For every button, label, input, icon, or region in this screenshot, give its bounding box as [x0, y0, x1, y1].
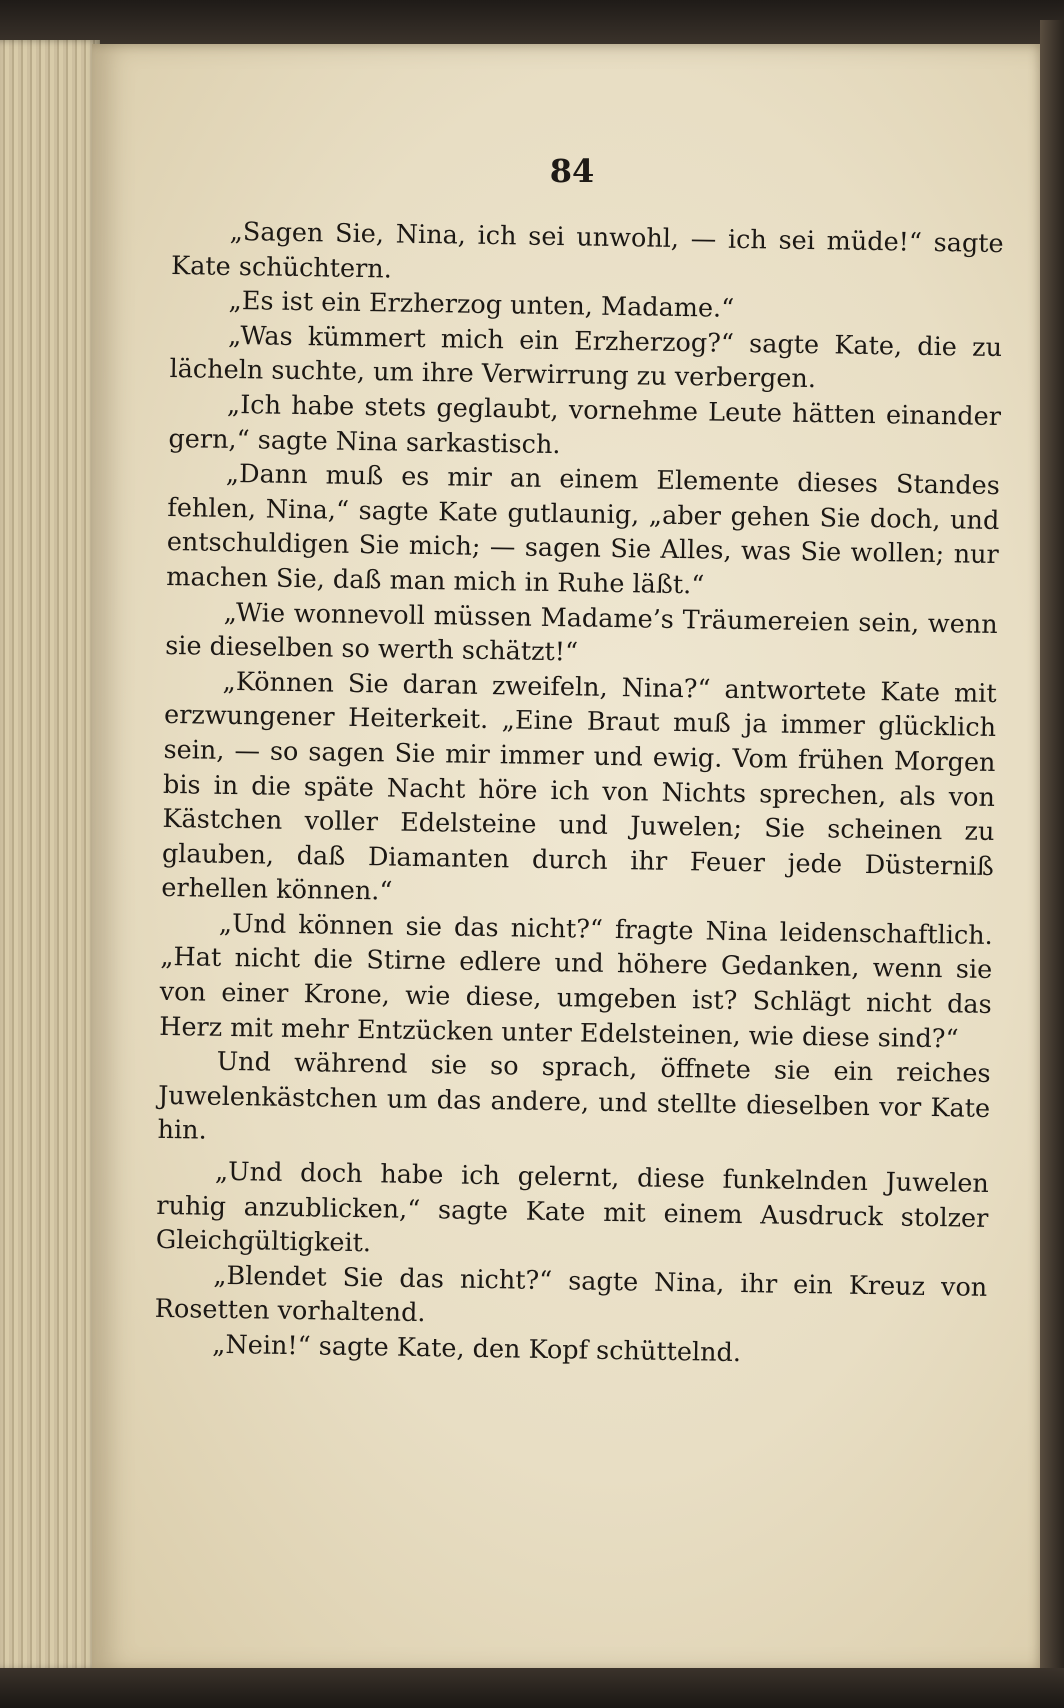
page-number: 84: [549, 152, 595, 190]
paragraph: „Wie wonnevoll müssen Madame’s Träumereien sein, wenn sie dieselben so werth schätzt!“: [164, 597, 998, 668]
book-right-edge: [1040, 20, 1064, 1680]
paragraph: „Können Sie daran zweifeln, Nina?“ antwortete Kate mit erzwungener Heiterkeit. „Eine Braut muß ja immer glücklich sein, — so sagen Sie mir immer und ewig. Vom frühen Morgen bis in die späte Nacht höre ich von Nichts sprechen, als von Kästchen voller Edelsteine und Juwelen; Sie scheinen zu glauben, daß Diamanten durch ihr Feuer jede Düsterniß erhellen können.“: [161, 666, 997, 907]
paragraph: „Und doch habe ich gelernt, diese funkelnden Juwelen ruhig anzublicken,“ sagte Kate mit einem Ausdruck stolzer Gleichgültigkeit.: [155, 1156, 990, 1259]
paragraph: „Sagen Sie, Nina, ich sei unwohl, — ich sei müde!“ sagte Kate schüchtern.: [170, 216, 1004, 285]
paragraph: „Und können sie das nicht?“ fragte Nina leidenschaftlich. „Hat nicht die Stirne edlere und höhere Gedanken, wenn sie von einer Krone, wie diese, umgeben ist? Schlägt nicht das Herz mit mehr Entzücken unter Edelsteinen, wie diese sind?“: [158, 908, 993, 1055]
paragraph: „Nein!“ sagte Kate, den Kopf schüttelnd.: [212, 1329, 742, 1369]
paragraph: „Blendet Sie das nicht?“ sagte Nina, ihr ein Kreuz von Rosetten vorhaltend.: [154, 1260, 988, 1329]
paragraph: „Ich habe stets geglaubt, vornehme Leute hätten einander gern,“ sagte Nina sarkastisch.: [168, 389, 1002, 460]
paragraph: „Dann muß es mir an einem Elemente dieses Standes fehlen, Nina,“ sagte Kate gutlaunig, „aber gehen Sie doch, und entschuldigen Sie mich; — sagen Sie Alles, was Sie wollen; nur machen Sie, daß man mich in Ruhe läßt.“: [166, 459, 1001, 601]
paragraph: „Es ist ein Erzherzog unten, Madame.“: [228, 286, 735, 325]
book-top-edge: [0, 0, 1064, 46]
page-stack-edge: [0, 40, 100, 1670]
paragraph: „Was kümmert mich ein Erzherzog?“ sagte Kate, die zu lächeln suchte, um ihre Verwirrung zu verbergen.: [169, 320, 1003, 395]
paragraph: Und während sie so sprach, öffnete sie ein reiches Juwelenkästchen um das andere, und stellte dieselben vor Kate hin.: [157, 1047, 991, 1147]
book-bottom-edge: [0, 1668, 1064, 1708]
body-text: [154, 214, 1004, 1375]
